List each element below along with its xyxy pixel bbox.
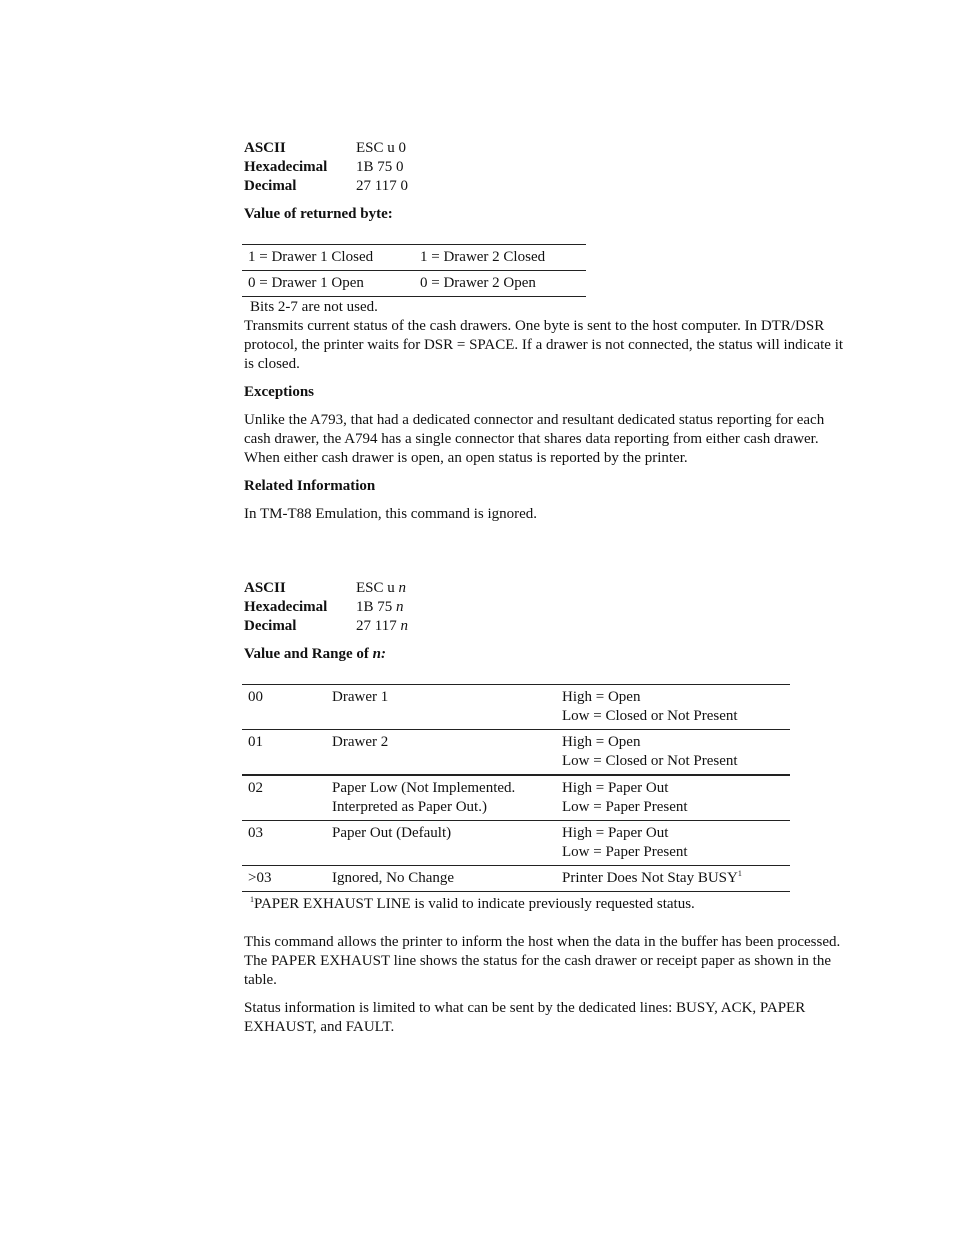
item-cell <box>326 866 556 892</box>
command-value-text: 27 117 <box>356 618 401 634</box>
status-cell <box>556 730 790 776</box>
status-cell <box>556 866 790 892</box>
command-row <box>244 617 408 636</box>
command-key: Decimal <box>244 178 297 194</box>
table-row <box>242 245 586 271</box>
item-line: Interpreted as Paper Out.) <box>332 799 487 815</box>
command-value <box>356 579 408 598</box>
document-body <box>244 139 844 1037</box>
command-key: Decimal <box>244 618 297 634</box>
command-value <box>356 598 408 617</box>
table-cell: 0 = Drawer 1 Open <box>248 275 364 291</box>
command-value: 1B 75 0 <box>356 159 404 175</box>
table-row <box>242 685 790 730</box>
status-cell <box>556 775 790 821</box>
status-line: Low = Paper Present <box>562 844 688 860</box>
status-line: Low = Closed or Not Present <box>562 753 738 769</box>
item-cell <box>326 775 556 821</box>
item-cell <box>326 685 556 730</box>
status-line: High = Open <box>562 734 641 750</box>
exceptions-heading: Exceptions <box>244 384 315 400</box>
footnote-reference: 1 <box>737 869 742 878</box>
table-row <box>242 821 790 866</box>
table-row <box>242 866 790 892</box>
range-heading-text: Value and Range of <box>244 646 373 662</box>
paragraph-dedicated-lines: Status information is limited to what can be sent by the dedicated lines: BUSY, ACK, PAPER EXHAUST, and FAULT. <box>244 1000 806 1035</box>
range-variable: n: <box>372 646 386 662</box>
related-paragraph: In TM-T88 Emulation, this command is ignored. <box>244 506 538 522</box>
code-cell: 00 <box>248 689 263 705</box>
status-line: Low = Paper Present <box>562 799 688 815</box>
bits-note: Bits 2-7 are not used. <box>250 299 378 315</box>
command-value: 27 117 0 <box>356 178 408 194</box>
description-paragraph: Transmits current status of the cash drawers. One byte is sent to the host computer. In DTR/DSR protocol, the printer waits for DSR = SPACE. If a drawer is not connected, the status will indicate it is closed. <box>244 318 844 372</box>
status-line: High = Open <box>562 689 641 705</box>
table-cell: 0 = Drawer 2 Open <box>420 275 536 291</box>
footnote-mark: 1 <box>250 895 254 904</box>
footnote <box>244 895 844 914</box>
drawer-status-table <box>242 244 586 297</box>
footnote-text: PAPER EXHAUST LINE is valid to indicate previously requested status. <box>254 896 695 912</box>
command-codes-table-1 <box>244 139 408 196</box>
variable-n: n <box>398 580 407 596</box>
status-line: Low = Closed or Not Present <box>562 708 738 724</box>
code-cell: 03 <box>248 825 263 841</box>
item-line: Drawer 1 <box>332 689 389 705</box>
command-key: Hexadecimal <box>244 599 328 615</box>
table-cell: 1 = Drawer 1 Closed <box>248 249 374 265</box>
command-codes-table-2 <box>244 579 408 636</box>
command-value <box>356 617 408 636</box>
table-row <box>242 730 790 776</box>
table-cell: 1 = Drawer 2 Closed <box>420 249 546 265</box>
command-value-text: ESC u <box>356 580 399 596</box>
command-row <box>244 579 408 598</box>
status-line: High = Paper Out <box>562 825 669 841</box>
code-cell: >03 <box>248 870 272 886</box>
command-row <box>244 139 408 158</box>
table-row <box>242 271 586 297</box>
table-row <box>242 775 790 821</box>
variable-n: n <box>396 599 404 615</box>
status-cell <box>556 821 790 866</box>
command-row <box>244 177 408 196</box>
item-cell <box>326 821 556 866</box>
status-line: High = Paper Out <box>562 780 669 796</box>
command-key: ASCII <box>244 140 286 156</box>
code-cell: 01 <box>248 734 263 750</box>
command-key: Hexadecimal <box>244 159 328 175</box>
exceptions-paragraph: Unlike the A793, that had a dedicated connector and resultant dedicated status reporting for each cash drawer, the A794 has a single connector that shares data reporting from either cash drawer. When either cash drawer is open, an open status is reported by the printer. <box>244 412 825 466</box>
returned-byte-heading: Value of returned byte: <box>244 206 393 222</box>
item-cell <box>326 730 556 776</box>
paragraph-buffer-status: This command allows the printer to inform the host when the data in the buffer has been processed. The PAPER EXHAUST line shows the status for the cash drawer or receipt paper as shown in the table. <box>244 934 841 988</box>
command-value: ESC u 0 <box>356 140 407 156</box>
status-line: Printer Does Not Stay BUSY <box>562 870 738 886</box>
item-line: Ignored, No Change <box>332 870 455 886</box>
variable-n: n <box>400 618 408 634</box>
command-key: ASCII <box>244 580 286 596</box>
item-line: Drawer 2 <box>332 734 389 750</box>
command-row <box>244 598 408 617</box>
code-cell: 02 <box>248 780 263 796</box>
range-heading <box>244 645 844 664</box>
status-cell <box>556 685 790 730</box>
item-line: Paper Out (Default) <box>332 825 452 841</box>
command-row <box>244 158 408 177</box>
related-heading: Related Information <box>244 478 376 494</box>
status-range-table <box>242 684 790 892</box>
command-value-text: 1B 75 <box>356 599 397 615</box>
item-line: Paper Low (Not Implemented. <box>332 780 516 796</box>
